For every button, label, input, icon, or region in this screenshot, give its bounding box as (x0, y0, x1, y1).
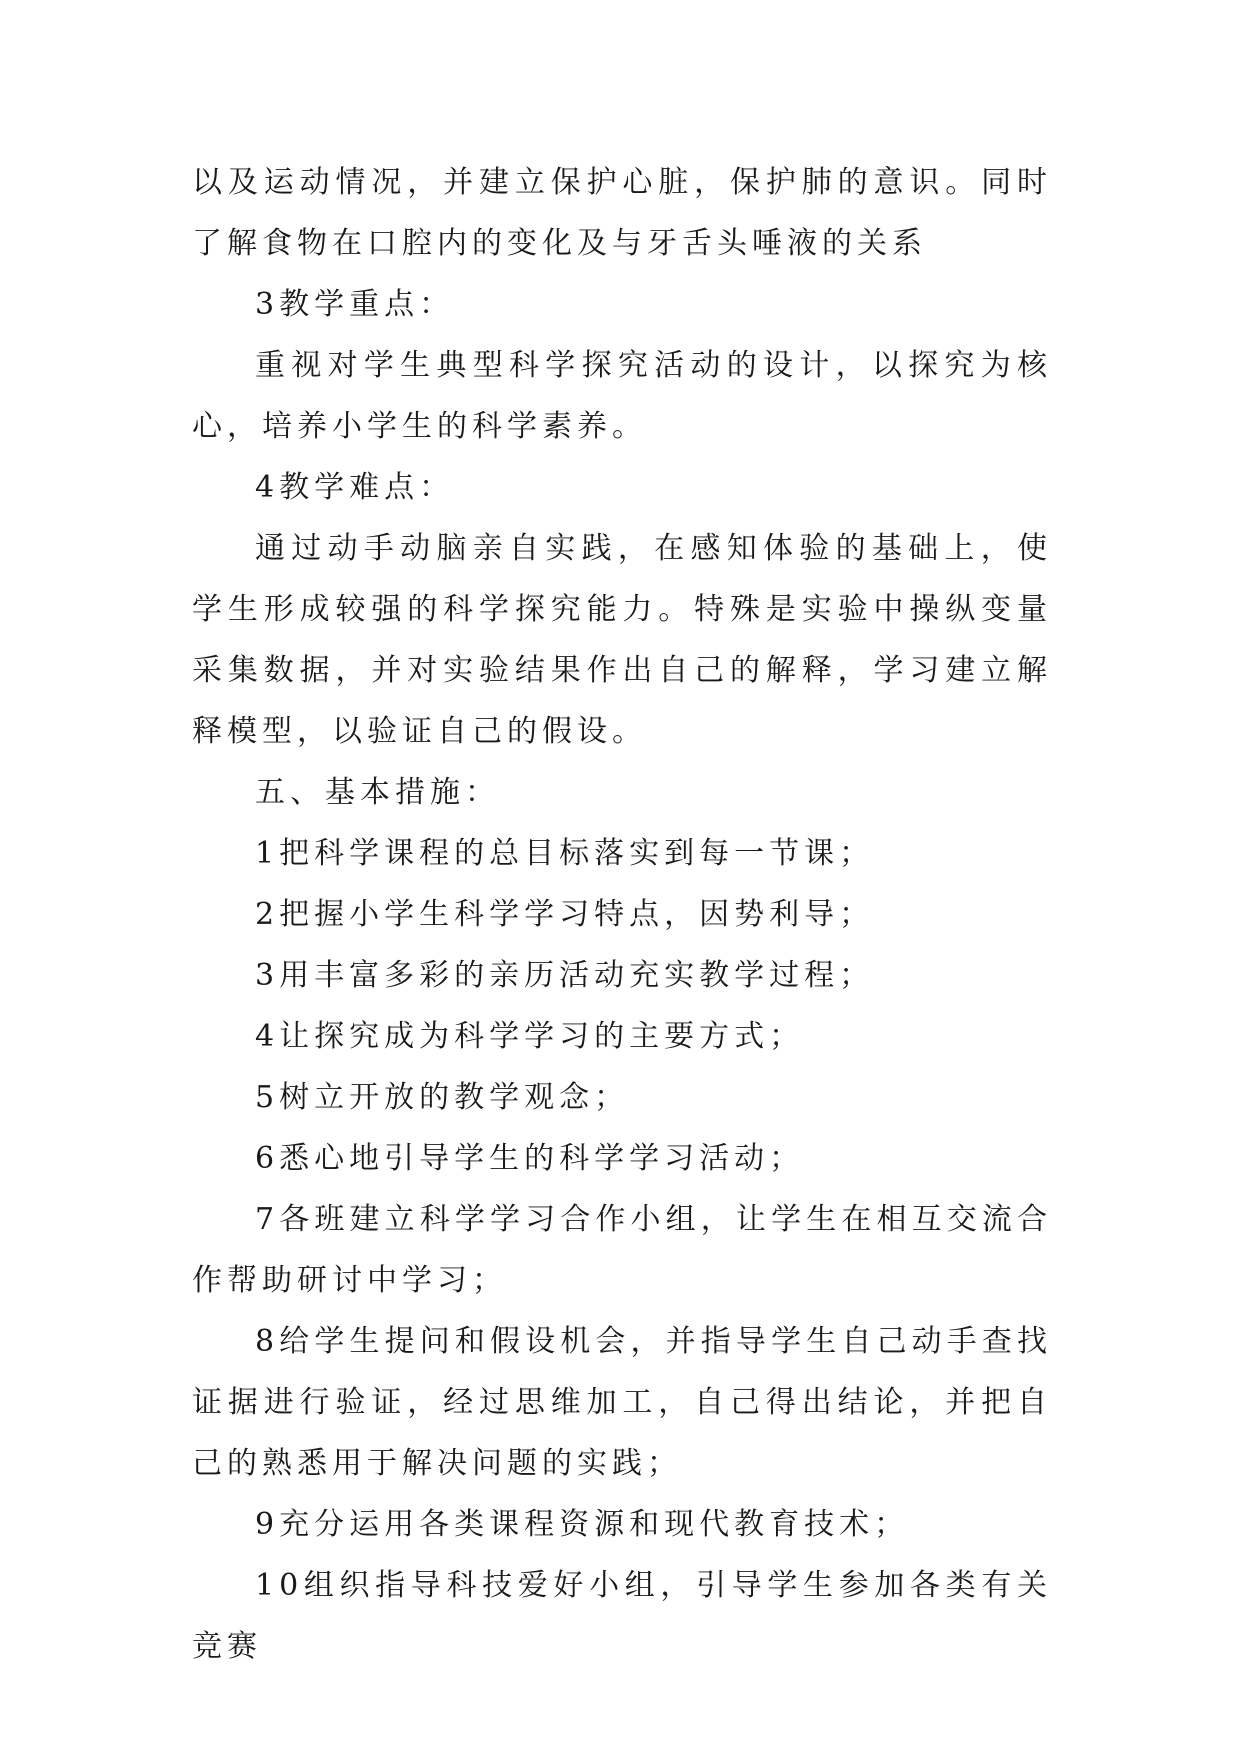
measure-item-9: 9充分运用各类课程资源和现代教育技术； (255, 1507, 910, 1542)
heading-teaching-difficulty: 4教学难点： (255, 470, 455, 505)
measure-item-1: 1把科学课程的总目标落实到每一节课； (255, 836, 875, 871)
measure-item-7: 7各班建立科学学习合作小组，让学生在相互交流合作帮助研讨中学习； (192, 1202, 1052, 1298)
measure-item-2: 2把握小学生科学学习特点，因势利导； (255, 897, 875, 932)
measure-item-10: 10组织指导科技爱好小组，引导学生参加各类有关竞赛 (192, 1568, 1052, 1664)
document-body (192, 152, 1052, 1677)
measure-item-8: 8给学生提问和假设机会，并指导学生自己动手查找证据进行验证，经过思维加工，自己得出结论，并把自己的熟悉用于解决问题的实践； (192, 1324, 1052, 1481)
measure-item-6: 6悉心地引导学生的科学学习活动； (255, 1141, 805, 1176)
measure-item-4: 4让探究成为科学学习的主要方式； (255, 1019, 805, 1054)
heading-teaching-focus: 3教学重点： (255, 287, 455, 322)
measure-item-3: 3用丰富多彩的亲历活动充实教学过程； (255, 958, 875, 993)
measure-item-5: 5树立开放的教学观念； (255, 1080, 630, 1115)
paragraph-teaching-difficulty: 通过动手动脑亲自实践，在感知体验的基础上，使学生形成较强的科学探究能力。特殊是实验中操纵变量采集数据，并对实验结果作出自己的解释，学习建立解释模型，以验证自己的假设。 (192, 531, 1052, 749)
paragraph-continuation: 以及运动情况，并建立保护心脏，保护肺的意识。同时了解食物在口腔内的变化及与牙舌头唾液的关系 (192, 165, 1052, 261)
paragraph-teaching-focus: 重视对学生典型科学探究活动的设计，以探究为核心，培养小学生的科学素养。 (192, 348, 1052, 444)
heading-basic-measures: 五、基本措施： (255, 775, 500, 810)
